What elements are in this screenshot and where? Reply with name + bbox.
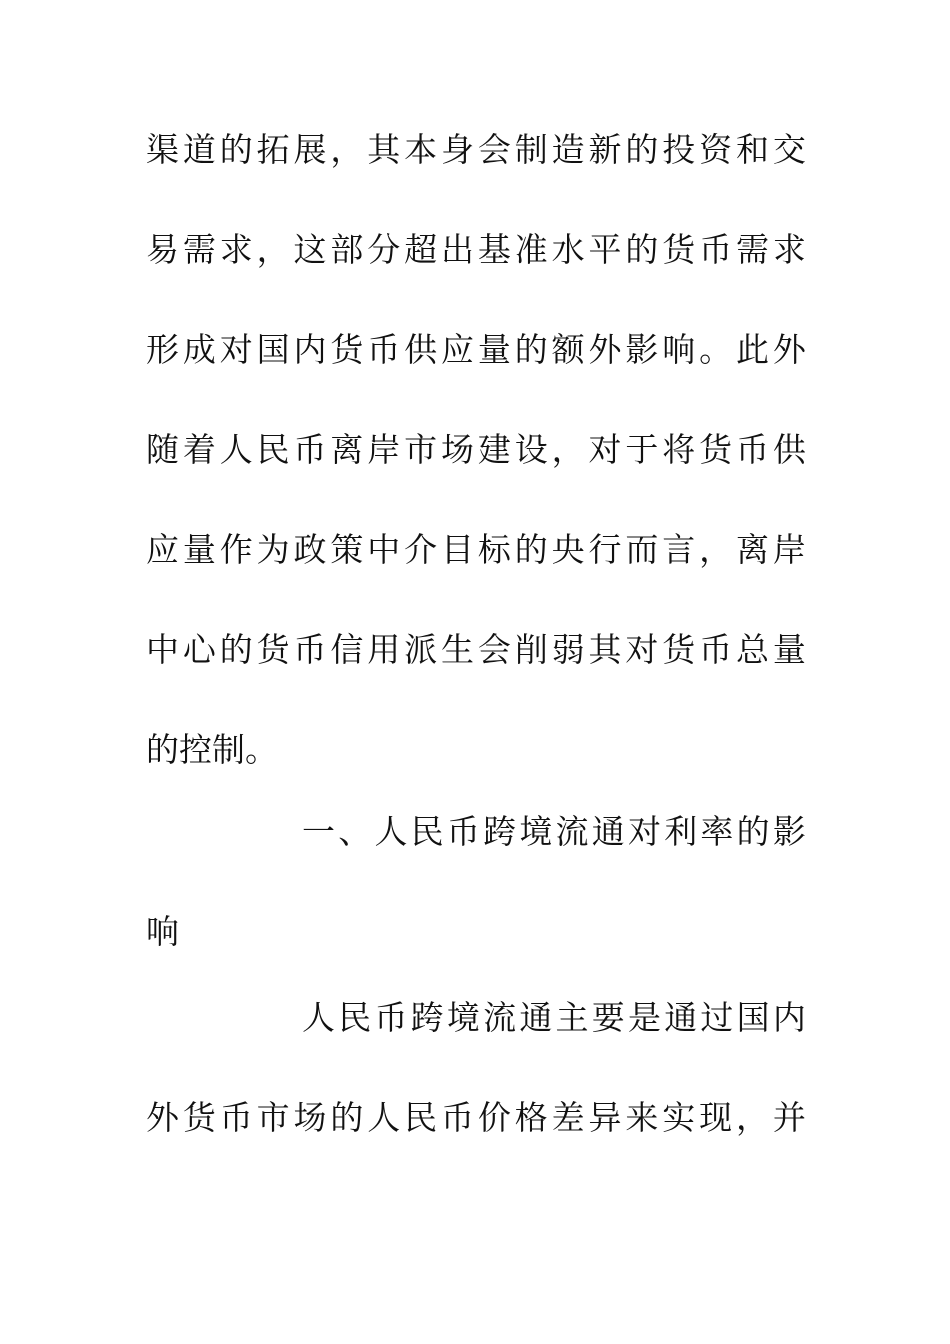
text-glyph: 于	[625, 430, 659, 469]
text-glyph: 岸	[772, 530, 806, 569]
paragraph-first-line	[302, 996, 806, 1040]
text-glyph: 的	[514, 530, 548, 569]
text-glyph: 民	[404, 1098, 438, 1137]
text-glyph: 一	[302, 812, 335, 851]
text-glyph: 渠	[146, 130, 179, 169]
text-glyph: 量	[477, 330, 511, 369]
text-glyph: 交	[772, 130, 806, 169]
text-glyph: 其	[367, 130, 401, 169]
text-glyph: 会	[477, 130, 511, 169]
text-glyph: 生	[441, 630, 474, 669]
text-glyph: 此	[736, 330, 769, 369]
text-glyph: 外	[772, 330, 806, 369]
text-glyph: 额	[551, 330, 585, 369]
text-glyph: 、	[338, 812, 372, 851]
text-glyph: 这	[293, 230, 327, 269]
text-glyph: 本	[404, 130, 438, 169]
text-glyph: 影	[625, 330, 659, 369]
body-text-line	[146, 1096, 806, 1140]
text-glyph: 对	[219, 330, 253, 369]
text-glyph: 而	[625, 530, 659, 569]
text-glyph: 的	[330, 1098, 364, 1137]
text-glyph: 场	[441, 430, 474, 469]
text-glyph: 民	[256, 430, 290, 469]
text-glyph: 易	[146, 230, 179, 269]
text-glyph: 利	[664, 812, 698, 851]
text-glyph: 跨	[410, 998, 444, 1037]
text-glyph: 将	[662, 430, 696, 469]
text-glyph: 目	[441, 530, 474, 569]
text-glyph: 货	[662, 630, 696, 669]
text-glyph: 现	[699, 1098, 733, 1137]
section-heading-continuation: 响	[146, 912, 179, 951]
text-glyph: 通	[591, 812, 625, 851]
text-glyph: 的	[736, 812, 770, 851]
text-glyph: 境	[446, 998, 480, 1037]
text-glyph: 资	[699, 130, 733, 169]
text-glyph: 应	[441, 330, 474, 369]
text-glyph: 要	[591, 998, 625, 1037]
text-glyph: 形	[146, 330, 179, 369]
text-glyph: 量	[182, 530, 216, 569]
text-glyph: 量	[772, 630, 806, 669]
text-glyph: 造	[551, 130, 585, 169]
body-text-line	[146, 528, 806, 572]
text-glyph: 场	[293, 1098, 327, 1137]
body-text-line	[146, 328, 806, 372]
text-glyph: 的	[514, 330, 548, 369]
text-glyph: 会	[477, 630, 511, 669]
text-glyph: 市	[404, 430, 438, 469]
text-glyph: 离	[330, 430, 364, 469]
text-glyph: 中	[367, 530, 401, 569]
text-glyph: 岸	[367, 430, 401, 469]
text-glyph: ，	[736, 1098, 769, 1137]
text-glyph: 异	[588, 1098, 622, 1137]
text-glyph: 央	[551, 530, 585, 569]
text-glyph: 建	[477, 430, 511, 469]
text-glyph: 随	[146, 430, 179, 469]
text-glyph: 弱	[551, 630, 585, 669]
text-glyph: 货	[182, 1098, 216, 1137]
text-glyph: ，	[699, 530, 733, 569]
text-glyph: 削	[514, 630, 548, 669]
text-glyph: 币	[441, 1098, 474, 1137]
text-glyph: 道	[182, 130, 216, 169]
text-glyph: 的	[625, 130, 659, 169]
text-glyph: 心	[182, 630, 216, 669]
text-glyph: 货	[256, 630, 290, 669]
text-glyph: 的	[219, 130, 253, 169]
text-glyph: 策	[330, 530, 364, 569]
text-glyph: 对	[627, 812, 661, 851]
text-glyph: 政	[293, 530, 327, 569]
text-glyph: 行	[588, 530, 622, 569]
text-glyph: 国	[256, 330, 290, 369]
text-glyph: 主	[555, 998, 589, 1037]
text-glyph: 货	[699, 430, 733, 469]
text-glyph: ，	[551, 430, 585, 469]
text-glyph: 离	[736, 530, 769, 569]
text-glyph: 流	[555, 812, 589, 851]
text-glyph: ，	[256, 230, 290, 269]
text-glyph: 超	[404, 230, 438, 269]
text-glyph: 影	[772, 812, 806, 851]
body-text-line: 的控制。	[146, 730, 278, 769]
section-heading	[302, 810, 806, 854]
text-glyph: 新	[588, 130, 622, 169]
text-glyph: 出	[441, 230, 474, 269]
text-glyph: 币	[367, 330, 401, 369]
text-glyph: 成	[182, 330, 216, 369]
text-glyph: 的	[219, 630, 253, 669]
text-glyph: 币	[293, 430, 327, 469]
text-glyph: 人	[219, 430, 253, 469]
text-glyph: 对	[625, 630, 659, 669]
text-glyph: 水	[551, 230, 585, 269]
text-glyph: 需	[736, 230, 769, 269]
text-glyph: 的	[625, 230, 659, 269]
text-glyph: 币	[699, 230, 733, 269]
text-glyph: 来	[625, 1098, 659, 1137]
text-glyph: 民	[338, 998, 372, 1037]
text-glyph: 价	[477, 1098, 511, 1137]
text-glyph: 币	[293, 630, 327, 669]
body-text-line	[146, 628, 806, 672]
text-glyph: 总	[736, 630, 769, 669]
text-glyph: 其	[588, 630, 622, 669]
text-glyph: 格	[514, 1098, 548, 1137]
text-glyph: 应	[146, 530, 179, 569]
text-glyph: 作	[219, 530, 253, 569]
text-glyph: 对	[588, 430, 622, 469]
text-glyph: 币	[374, 998, 408, 1037]
text-glyph: 标	[477, 530, 511, 569]
text-glyph: 内	[293, 330, 327, 369]
text-glyph: 言	[662, 530, 696, 569]
text-glyph: 实	[662, 1098, 696, 1137]
text-glyph: 币	[699, 630, 733, 669]
text-glyph: 境	[519, 812, 553, 851]
text-glyph: 率	[700, 812, 734, 851]
text-glyph: 部	[330, 230, 364, 269]
text-glyph: 货	[330, 330, 364, 369]
text-glyph: 民	[410, 812, 444, 851]
text-glyph: 需	[182, 230, 216, 269]
text-glyph: 币	[736, 430, 769, 469]
text-glyph: 通	[664, 998, 698, 1037]
text-glyph: 为	[256, 530, 290, 569]
text-glyph: 平	[588, 230, 622, 269]
text-glyph: 人	[302, 998, 335, 1037]
text-glyph: 货	[662, 230, 696, 269]
text-glyph: 制	[514, 130, 548, 169]
body-text-line	[146, 128, 806, 172]
text-glyph: 国	[736, 998, 770, 1037]
body-text-line	[146, 228, 806, 272]
text-glyph: 币	[219, 1098, 253, 1137]
text-glyph: ，	[330, 130, 364, 169]
text-glyph: 求	[772, 230, 806, 269]
text-glyph: 响	[662, 330, 696, 369]
text-glyph: 身	[441, 130, 474, 169]
text-glyph: 内	[772, 998, 806, 1037]
text-glyph: 跨	[483, 812, 517, 851]
text-glyph: 外	[146, 1098, 179, 1137]
text-glyph: 用	[367, 630, 401, 669]
text-glyph: 派	[404, 630, 438, 669]
text-glyph: 中	[146, 630, 179, 669]
text-glyph: 供	[772, 430, 806, 469]
text-glyph: 人	[374, 812, 408, 851]
text-glyph: 设	[514, 430, 548, 469]
text-glyph: 拓	[256, 130, 290, 169]
text-glyph: 着	[182, 430, 216, 469]
text-glyph: 。	[699, 330, 733, 369]
body-text-line	[146, 428, 806, 472]
text-glyph: 人	[367, 1098, 401, 1137]
text-glyph: 和	[736, 130, 769, 169]
text-glyph: 分	[367, 230, 401, 269]
text-glyph: 外	[588, 330, 622, 369]
text-glyph: 市	[256, 1098, 290, 1137]
text-glyph: 基	[477, 230, 511, 269]
text-glyph: 过	[700, 998, 734, 1037]
text-glyph: 准	[514, 230, 548, 269]
text-glyph: 是	[627, 998, 661, 1037]
text-glyph: 通	[519, 998, 553, 1037]
text-glyph: 投	[662, 130, 696, 169]
text-glyph: 介	[404, 530, 438, 569]
text-glyph: 流	[483, 998, 517, 1037]
text-glyph: 展	[293, 130, 327, 169]
text-glyph: 差	[551, 1098, 585, 1137]
text-glyph: 求	[219, 230, 253, 269]
text-glyph: 并	[772, 1098, 806, 1137]
text-glyph: 供	[404, 330, 438, 369]
text-glyph: 币	[446, 812, 480, 851]
text-glyph: 信	[330, 630, 364, 669]
